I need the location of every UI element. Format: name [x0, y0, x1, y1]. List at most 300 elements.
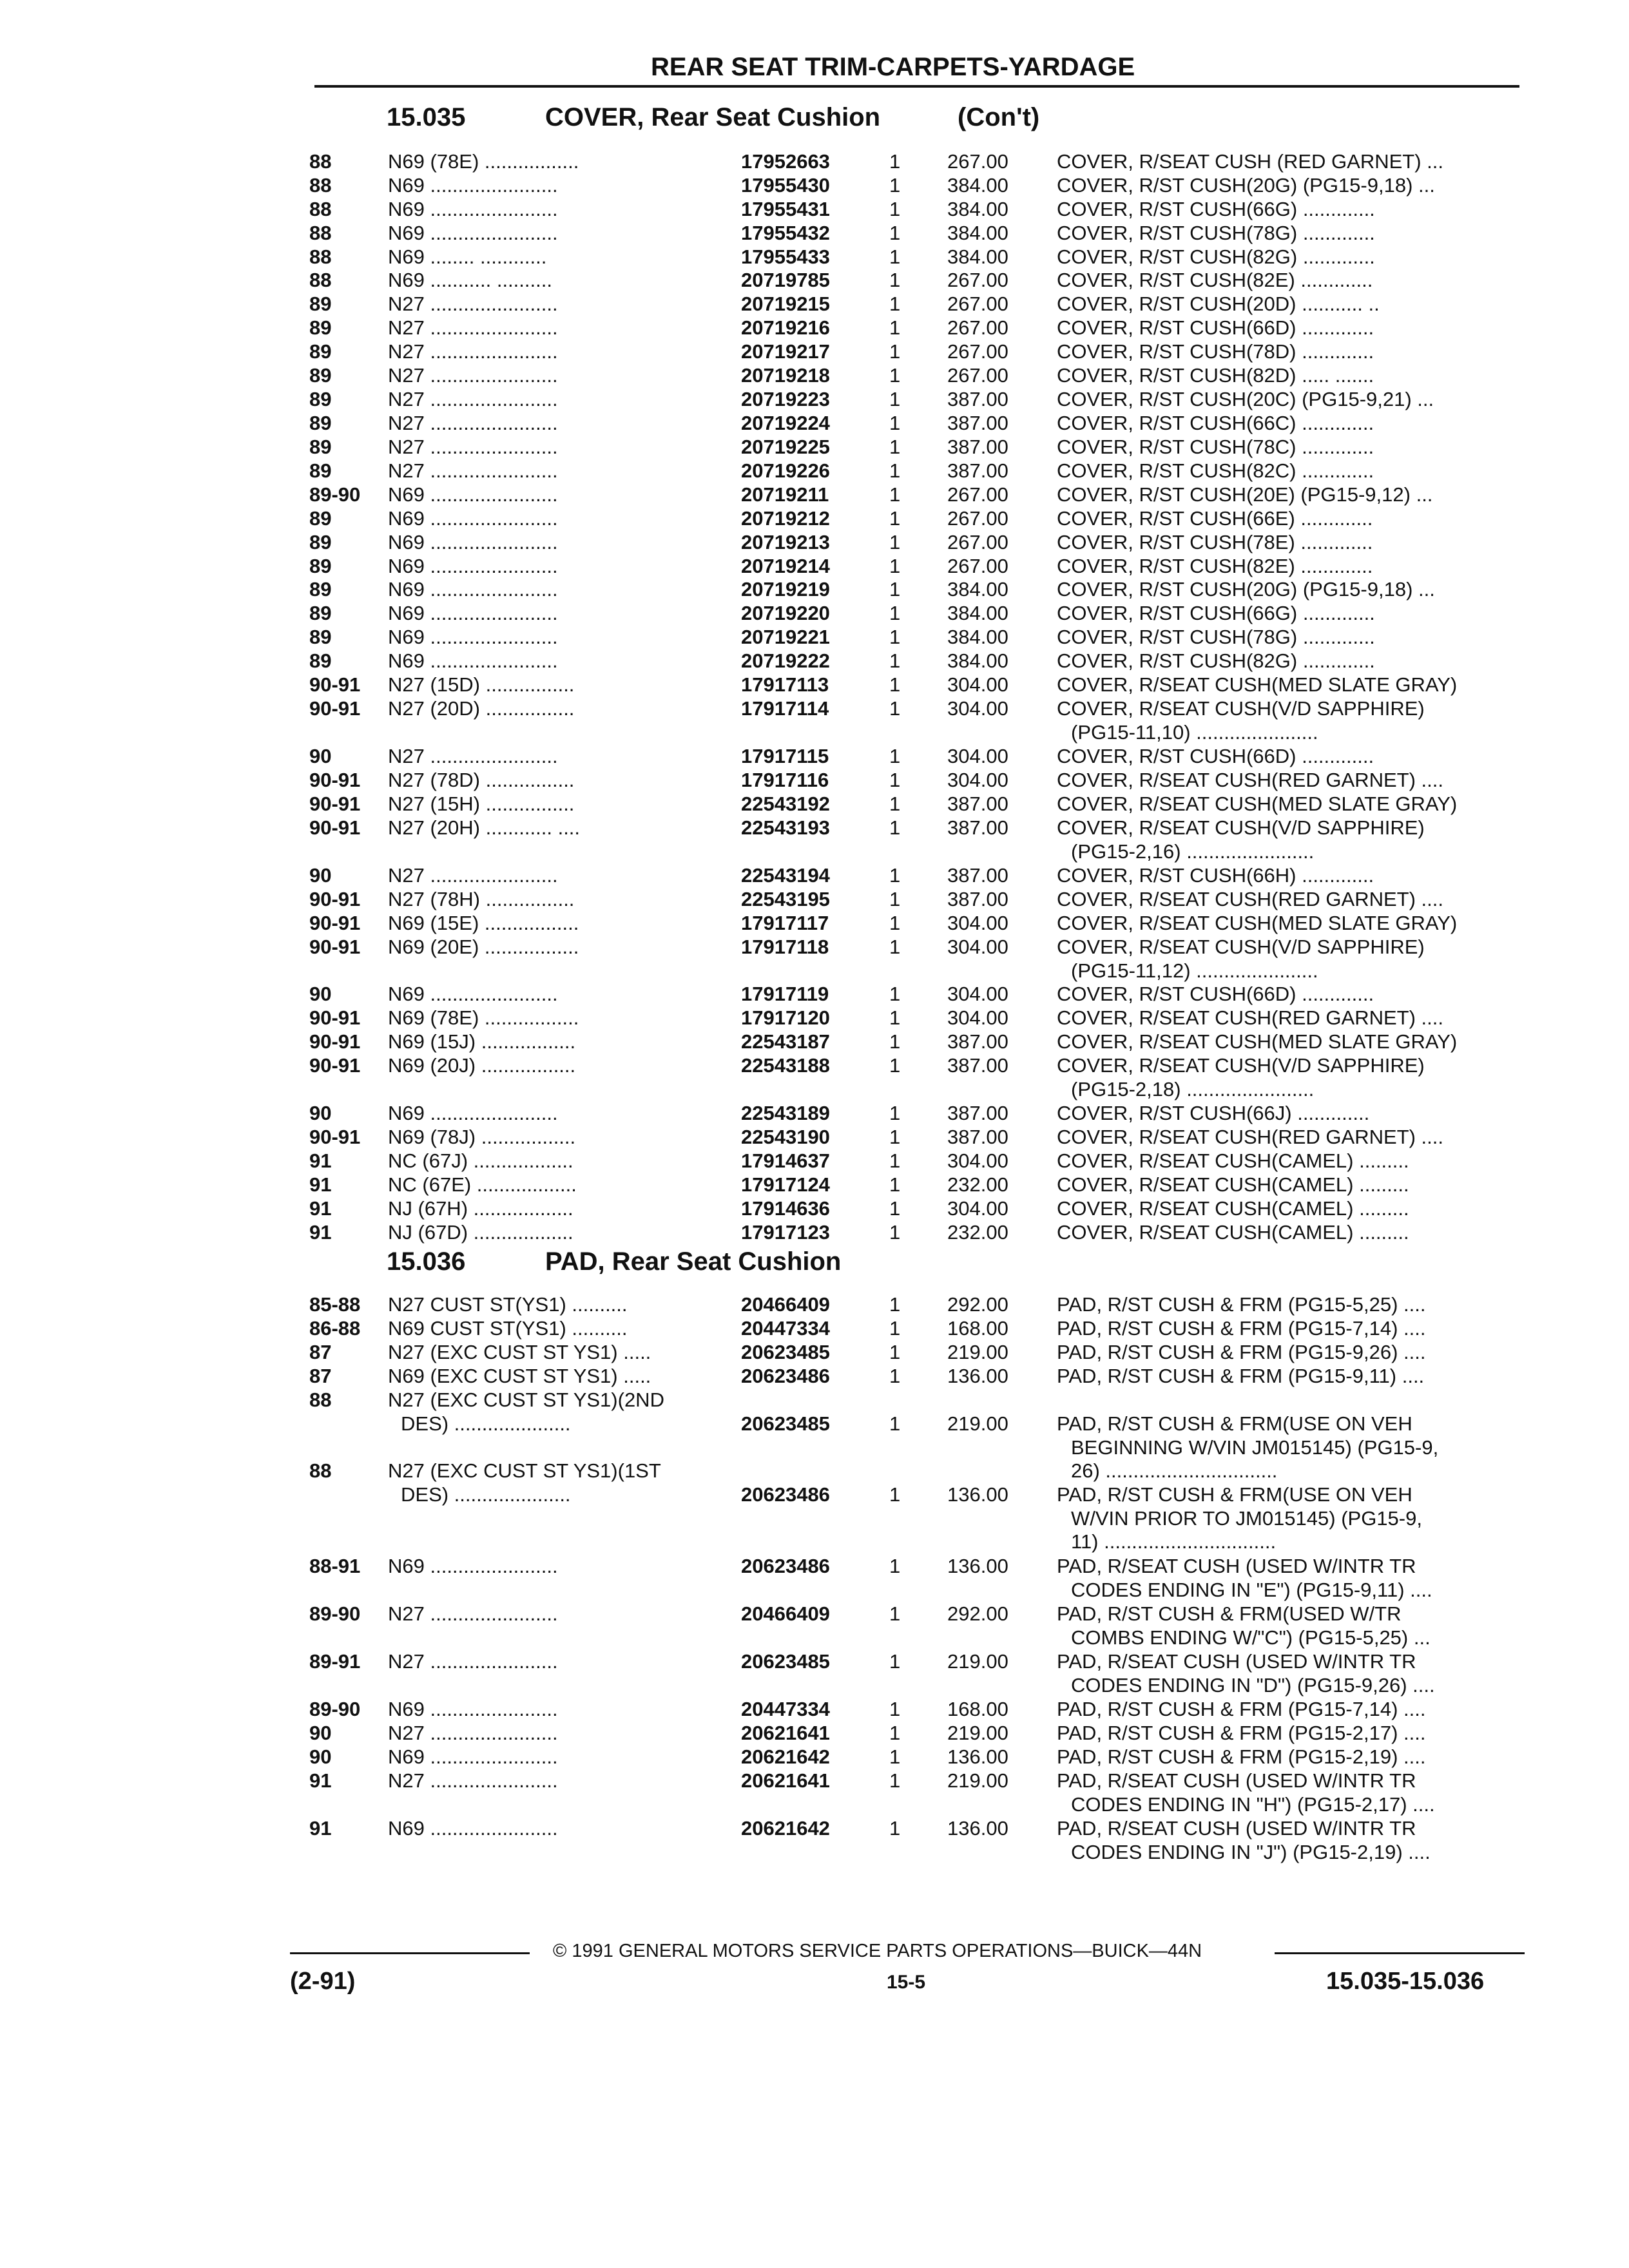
part-number: 20623485 [741, 1650, 830, 1673]
model-years: 89 [309, 412, 332, 434]
part-number: 20719225 [741, 436, 830, 458]
part-number: 20447334 [741, 1698, 830, 1720]
model-years: 91 [309, 1221, 332, 1244]
quantity: 1 [889, 793, 901, 815]
parts-row [0, 1101, 1629, 1125]
quantity: 1 [889, 222, 901, 244]
quantity: 1 [889, 745, 901, 767]
quantity: 1 [889, 1197, 901, 1220]
parts-row [0, 935, 1629, 982]
model-description: N69 (20J) ................. [388, 1054, 576, 1077]
model-description: N69 ....................... [388, 198, 558, 220]
model-years: 89 [309, 364, 332, 387]
parts-row [0, 1554, 1629, 1601]
quantity: 1 [889, 198, 901, 220]
part-number: 20719217 [741, 340, 830, 363]
part-description: COVER, R/ST CUSH(66D) ............. [1057, 316, 1374, 339]
model-years: 88 [309, 150, 332, 173]
price-code: 168.00 [947, 1698, 1008, 1720]
part-number: 17917115 [741, 745, 829, 767]
part-description: COVER, R/SEAT CUSH(RED GARNET) .... [1057, 769, 1443, 791]
parts-row [0, 1006, 1629, 1030]
part-description: W/VIN PRIOR TO JM015145) (PG15-9, [1071, 1506, 1422, 1530]
model-description: N69 ....................... [388, 531, 558, 553]
model-years: 86-88 [309, 1317, 361, 1340]
price-code: 384.00 [947, 626, 1008, 648]
price-code: 267.00 [947, 364, 1008, 387]
parts-row [0, 1721, 1629, 1745]
price-code: 292.00 [947, 1293, 1008, 1316]
model-years: 90-91 [309, 936, 361, 958]
quantity: 1 [889, 436, 901, 458]
part-description: COVER, R/ST CUSH(20G) (PG15-9,18) ... [1057, 578, 1435, 601]
quantity: 1 [889, 388, 901, 410]
part-description: COVER, R/ST CUSH(66G) ............. [1057, 198, 1375, 220]
model-description: N69 ....................... [388, 1817, 558, 1840]
price-code: 387.00 [947, 412, 1008, 434]
quantity: 1 [889, 245, 901, 268]
part-description: COVER, R/ST CUSH(82G) ............. [1057, 649, 1375, 672]
model-years: 89 [309, 578, 332, 601]
price-code: 387.00 [947, 1030, 1008, 1053]
parts-row [0, 340, 1629, 363]
part-description: PAD, R/ST CUSH & FRM(USE ON VEH [1057, 1483, 1412, 1506]
price-code: 267.00 [947, 483, 1008, 506]
model-description: N69 ....................... [388, 1102, 558, 1124]
quantity: 1 [889, 1555, 901, 1577]
part-description: PAD, R/SEAT CUSH (USED W/INTR TR [1057, 1769, 1416, 1792]
quantity: 1 [889, 602, 901, 624]
model-description: N27 (20H) ............ .... [388, 816, 581, 839]
part-number: 20719218 [741, 364, 830, 387]
model-years: 89-90 [309, 483, 361, 506]
model-years: 90-91 [309, 888, 361, 910]
quantity: 1 [889, 649, 901, 672]
quantity: 1 [889, 340, 901, 363]
part-description: PAD, R/ST CUSH & FRM (PG15-9,26) .... [1057, 1341, 1426, 1363]
part-description: 11) ............................... [1071, 1530, 1277, 1553]
part-number: 20719216 [741, 316, 830, 339]
part-number: 20719211 [741, 483, 829, 506]
part-description: PAD, R/ST CUSH & FRM (PG15-7,14) .... [1057, 1698, 1426, 1720]
part-description: COMBS ENDING W/"C") (PG15-5,25) ... [1071, 1626, 1431, 1649]
quantity: 1 [889, 1769, 901, 1792]
part-description: COVER, R/ST CUSH(66J) ............. [1057, 1102, 1370, 1124]
quantity: 1 [889, 174, 901, 197]
parts-row [0, 792, 1629, 816]
quantity: 1 [889, 1483, 901, 1506]
parts-row [0, 768, 1629, 792]
part-number: 17955433 [741, 245, 830, 268]
model-description: N27 ....................... [388, 1602, 558, 1625]
price-code: 384.00 [947, 245, 1008, 268]
part-description: (PG15-11,10) ...................... [1071, 720, 1318, 744]
model-years: 90 [309, 864, 332, 887]
model-years: 88 [309, 1459, 332, 1482]
model-years: 85-88 [309, 1293, 361, 1316]
part-description: COVER, R/ST CUSH(78C) ............. [1057, 436, 1374, 458]
quantity: 1 [889, 1221, 901, 1244]
section-number: 15.035 [387, 103, 466, 131]
parts-row [0, 673, 1629, 697]
model-description: N69 ....................... [388, 983, 558, 1005]
model-description: N27 ....................... [388, 364, 558, 387]
parts-row [0, 911, 1629, 935]
quantity: 1 [889, 507, 901, 530]
parts-row [0, 149, 1629, 173]
parts-row [0, 1173, 1629, 1196]
quantity: 1 [889, 673, 901, 696]
price-code: 267.00 [947, 293, 1008, 315]
section-title: PAD, Rear Seat Cushion [545, 1247, 842, 1276]
part-description: (PG15-2,18) ....................... [1071, 1077, 1315, 1100]
model-description: N69 (15E) ................. [388, 912, 579, 934]
parts-row [0, 1293, 1629, 1316]
part-number: 17955432 [741, 222, 830, 244]
part-number: 20623486 [741, 1555, 830, 1577]
quantity: 1 [889, 1650, 901, 1673]
quantity: 1 [889, 459, 901, 482]
model-description: N27 ....................... [388, 293, 558, 315]
model-description: N27 ....................... [388, 436, 558, 458]
quantity: 1 [889, 697, 901, 720]
part-description: PAD, R/ST CUSH & FRM (PG15-2,19) .... [1057, 1745, 1426, 1768]
part-number: 20447334 [741, 1317, 830, 1340]
part-description: PAD, R/SEAT CUSH (USED W/INTR TR [1057, 1650, 1416, 1673]
parts-row [0, 625, 1629, 649]
parts-row [0, 411, 1629, 435]
part-description: COVER, R/SEAT CUSH(MED SLATE GRAY) [1057, 673, 1458, 696]
price-code: 304.00 [947, 769, 1008, 791]
price-code: 384.00 [947, 222, 1008, 244]
quantity: 1 [889, 1341, 901, 1363]
quantity: 1 [889, 150, 901, 173]
part-description: COVER, R/SEAT CUSH(V/D SAPPHIRE) [1057, 697, 1425, 720]
price-code: 387.00 [947, 793, 1008, 815]
part-description: PAD, R/ST CUSH & FRM(USED W/TR [1057, 1602, 1402, 1625]
quantity: 1 [889, 1054, 901, 1077]
quantity: 1 [889, 1317, 901, 1340]
parts-row [0, 744, 1629, 768]
price-code: 387.00 [947, 816, 1008, 839]
part-number: 22543195 [741, 888, 830, 910]
price-code: 384.00 [947, 649, 1008, 672]
model-description: N69 (EXC CUST ST YS1) ..... [388, 1365, 651, 1387]
part-description: PAD, R/SEAT CUSH (USED W/INTR TR [1057, 1555, 1416, 1577]
quantity: 1 [889, 1722, 901, 1744]
model-years: 89 [309, 531, 332, 553]
part-number: 20719219 [741, 578, 830, 601]
model-years: 89 [309, 316, 332, 339]
model-years: 90-91 [309, 816, 361, 839]
model-description: N69 ....................... [388, 507, 558, 530]
price-code: 387.00 [947, 436, 1008, 458]
quantity: 1 [889, 293, 901, 315]
parts-row [0, 1364, 1629, 1388]
parts-row [0, 1602, 1629, 1649]
part-number: 20719224 [741, 412, 830, 434]
model-years: 90 [309, 1722, 332, 1744]
price-code: 267.00 [947, 531, 1008, 553]
part-number: 17917119 [741, 983, 829, 1005]
parts-row [0, 1340, 1629, 1364]
price-code: 267.00 [947, 316, 1008, 339]
part-description: (PG15-11,12) ...................... [1071, 959, 1318, 982]
model-description: N27 ....................... [388, 864, 558, 887]
price-code: 136.00 [947, 1365, 1008, 1387]
model-description: N69 (15J) ................. [388, 1030, 576, 1053]
model-years: 91 [309, 1769, 332, 1792]
quantity: 1 [889, 1149, 901, 1172]
model-description: N69 ....................... [388, 578, 558, 601]
part-description: COVER, R/ST CUSH(20G) (PG15-9,18) ... [1057, 174, 1435, 197]
model-description: N69 ....................... [388, 222, 558, 244]
model-years: 88 [309, 222, 332, 244]
part-number: 20719221 [741, 626, 830, 648]
quantity: 1 [889, 364, 901, 387]
model-years: 90 [309, 1745, 332, 1768]
model-description: N69 ....................... [388, 1745, 558, 1768]
model-description: N27 (78H) ................ [388, 888, 575, 910]
part-number: 20621641 [741, 1722, 830, 1744]
part-description: COVER, R/ST CUSH(66H) ............. [1057, 864, 1374, 887]
quantity: 1 [889, 816, 901, 839]
part-number: 22543187 [741, 1030, 830, 1053]
parts-row [0, 459, 1629, 483]
model-years: 91 [309, 1817, 332, 1840]
model-description: N69 ....................... [388, 1555, 558, 1577]
price-code: 292.00 [947, 1602, 1008, 1625]
model-description: N27 ....................... [388, 1722, 558, 1744]
price-code: 219.00 [947, 1722, 1008, 1744]
price-code: 219.00 [947, 1412, 1008, 1435]
part-description: COVER, R/ST CUSH(78G) ............. [1057, 626, 1375, 648]
part-number: 17914637 [741, 1149, 830, 1172]
price-code: 304.00 [947, 745, 1008, 767]
part-number: 20621642 [741, 1817, 830, 1840]
model-years: 89 [309, 507, 332, 530]
part-number: 20719220 [741, 602, 830, 624]
price-code: 219.00 [947, 1769, 1008, 1792]
part-number: 22543189 [741, 1102, 830, 1124]
part-number: 20719215 [741, 293, 830, 315]
price-code: 384.00 [947, 198, 1008, 220]
footer-copyright: © 1991 GENERAL MOTORS SERVICE PARTS OPERATIONS—BUICK—44N [553, 1941, 1202, 1961]
quantity: 1 [889, 626, 901, 648]
quantity: 1 [889, 888, 901, 910]
quantity: 1 [889, 1173, 901, 1196]
part-number: 22543193 [741, 816, 830, 839]
quantity: 1 [889, 1126, 901, 1148]
part-number: 20719223 [741, 388, 830, 410]
quantity: 1 [889, 531, 901, 553]
part-description: COVER, R/SEAT CUSH(RED GARNET) .... [1057, 888, 1443, 910]
part-number: 20719226 [741, 459, 830, 482]
part-number: 20719213 [741, 531, 830, 553]
price-code: 232.00 [947, 1173, 1008, 1196]
parts-row [0, 292, 1629, 316]
parts-row [0, 863, 1629, 887]
price-code: 304.00 [947, 983, 1008, 1005]
part-number: 17917123 [741, 1221, 830, 1244]
parts-row [0, 197, 1629, 221]
parts-row [0, 483, 1629, 506]
part-description: COVER, R/ST CUSH(82E) ............. [1057, 269, 1373, 291]
quantity: 1 [889, 483, 901, 506]
parts-row [0, 506, 1629, 530]
quantity: 1 [889, 1817, 901, 1840]
part-description: COVER, R/SEAT CUSH(V/D SAPPHIRE) [1057, 816, 1425, 839]
part-number: 17917114 [741, 697, 829, 720]
part-description: COVER, R/SEAT CUSH(CAMEL) ......... [1057, 1197, 1409, 1220]
model-description: NC (67E) .................. [388, 1173, 577, 1196]
parts-row [0, 530, 1629, 554]
quantity: 1 [889, 769, 901, 791]
model-description: N69 ....................... [388, 555, 558, 577]
model-description: N27 (EXC CUST ST YS1)(2ND [388, 1389, 664, 1411]
model-description: N27 CUST ST(YS1) .......... [388, 1293, 628, 1316]
price-code: 387.00 [947, 1126, 1008, 1148]
footer-section-range: 15.035-15.036 [1326, 1968, 1485, 1995]
model-description: N27 (EXC CUST ST YS1) ..... [388, 1341, 651, 1363]
part-description: COVER, R/SEAT CUSH (RED GARNET) ... [1057, 150, 1443, 173]
model-description: N69 ....................... [388, 602, 558, 624]
price-code: 304.00 [947, 1006, 1008, 1029]
parts-row [0, 435, 1629, 459]
part-description: PAD, R/ST CUSH & FRM(USE ON VEH [1057, 1412, 1412, 1435]
model-years: 90-91 [309, 1006, 361, 1029]
parts-row [0, 1816, 1629, 1863]
section-title: COVER, Rear Seat Cushion [545, 103, 881, 131]
quantity: 1 [889, 912, 901, 934]
model-years: 90-91 [309, 697, 361, 720]
quantity: 1 [889, 1030, 901, 1053]
parts-row [0, 554, 1629, 578]
price-code: 136.00 [947, 1555, 1008, 1577]
quantity: 1 [889, 555, 901, 577]
part-description: COVER, R/SEAT CUSH(CAMEL) ......... [1057, 1173, 1409, 1196]
model-years: 89 [309, 293, 332, 315]
quantity: 1 [889, 316, 901, 339]
quantity: 1 [889, 983, 901, 1005]
parts-row [0, 697, 1629, 744]
part-number: 20466409 [741, 1602, 830, 1625]
parts-row [0, 1030, 1629, 1053]
model-description: N27 ....................... [388, 459, 558, 482]
parts-row [0, 982, 1629, 1006]
price-code: 304.00 [947, 936, 1008, 958]
part-number: 17917120 [741, 1006, 830, 1029]
model-description: N69 ....................... [388, 483, 558, 506]
parts-row [0, 1649, 1629, 1696]
model-description: DES) ..................... [401, 1412, 571, 1435]
part-description: PAD, R/ST CUSH & FRM (PG15-7,14) .... [1057, 1317, 1426, 1340]
part-description: COVER, R/ST CUSH(82E) ............. [1057, 555, 1373, 577]
part-description: COVER, R/ST CUSH(66D) ............. [1057, 745, 1374, 767]
part-number: 20623486 [741, 1483, 830, 1506]
model-description: N27 (EXC CUST ST YS1)(1ST [388, 1459, 661, 1482]
model-description: N27 ....................... [388, 1650, 558, 1673]
model-description: N69 ........ ............ [388, 245, 547, 268]
part-description: COVER, R/ST CUSH(82C) ............. [1057, 459, 1374, 482]
part-number: 20623485 [741, 1341, 830, 1363]
price-code: 384.00 [947, 578, 1008, 601]
parts-row [0, 387, 1629, 411]
model-description: N69 ....................... [388, 1698, 558, 1720]
model-description: N69 (78E) ................. [388, 150, 579, 173]
model-description: N69 ........... .......... [388, 269, 552, 291]
model-years: 91 [309, 1173, 332, 1196]
part-number: 20621641 [741, 1769, 830, 1792]
model-years: 90-91 [309, 912, 361, 934]
model-years: 90 [309, 745, 332, 767]
quantity: 1 [889, 1745, 901, 1768]
price-code: 304.00 [947, 1149, 1008, 1172]
quantity: 1 [889, 1365, 901, 1387]
part-description: COVER, R/ST CUSH(82D) ..... ....... [1057, 364, 1374, 387]
quantity: 1 [889, 936, 901, 958]
part-number: 22543188 [741, 1054, 830, 1077]
part-number: 20623486 [741, 1365, 830, 1387]
model-years: 89-91 [309, 1650, 361, 1673]
parts-row [0, 1769, 1629, 1816]
part-description: COVER, R/ST CUSH(66C) ............. [1057, 412, 1374, 434]
header-rule [314, 85, 1519, 88]
part-description: COVER, R/SEAT CUSH(RED GARNET) .... [1057, 1006, 1443, 1029]
model-years: 88 [309, 174, 332, 197]
model-description: NJ (67D) .................. [388, 1221, 574, 1244]
part-number: 20719212 [741, 507, 830, 530]
price-code: 136.00 [947, 1745, 1008, 1768]
quantity: 1 [889, 1293, 901, 1316]
price-code: 387.00 [947, 1054, 1008, 1077]
model-years: 88 [309, 198, 332, 220]
parts-row [0, 1125, 1629, 1149]
model-years: 89 [309, 602, 332, 624]
footer-revision-date: (2-91) [290, 1968, 356, 1995]
parts-row [0, 316, 1629, 340]
model-years: 88 [309, 245, 332, 268]
parts-row [0, 1459, 1629, 1553]
part-number: 17917118 [741, 936, 829, 958]
parts-row [0, 1196, 1629, 1220]
model-description: N69 ....................... [388, 174, 558, 197]
part-description: BEGINNING W/VIN JM015145) (PG15-9, [1071, 1436, 1439, 1459]
parts-row [0, 221, 1629, 245]
part-description: CODES ENDING IN "H") (PG15-2,17) .... [1071, 1792, 1435, 1816]
part-description: PAD, R/SEAT CUSH (USED W/INTR TR [1057, 1817, 1416, 1840]
price-code: 384.00 [947, 174, 1008, 197]
quantity: 1 [889, 1006, 901, 1029]
part-description: CODES ENDING IN "D") (PG15-9,26) .... [1071, 1673, 1435, 1696]
part-number: 20621642 [741, 1745, 830, 1768]
part-description: COVER, R/ST CUSH(20D) ........... .. [1057, 293, 1380, 315]
part-description: COVER, R/SEAT CUSH(V/D SAPPHIRE) [1057, 936, 1425, 958]
part-description: CODES ENDING IN "E") (PG15-9,11) .... [1071, 1578, 1432, 1601]
quantity: 1 [889, 269, 901, 291]
model-description: N27 ....................... [388, 340, 558, 363]
model-years: 89 [309, 340, 332, 363]
price-code: 304.00 [947, 697, 1008, 720]
part-number: 20466409 [741, 1293, 830, 1316]
model-years: 89 [309, 436, 332, 458]
part-number: 17955431 [741, 198, 830, 220]
parts-row [0, 1316, 1629, 1340]
model-years: 90-91 [309, 1126, 361, 1148]
part-description: 26) ............................... [1071, 1459, 1278, 1483]
price-code: 387.00 [947, 864, 1008, 887]
page-title: REAR SEAT TRIM-CARPETS-YARDAGE [651, 53, 1135, 81]
